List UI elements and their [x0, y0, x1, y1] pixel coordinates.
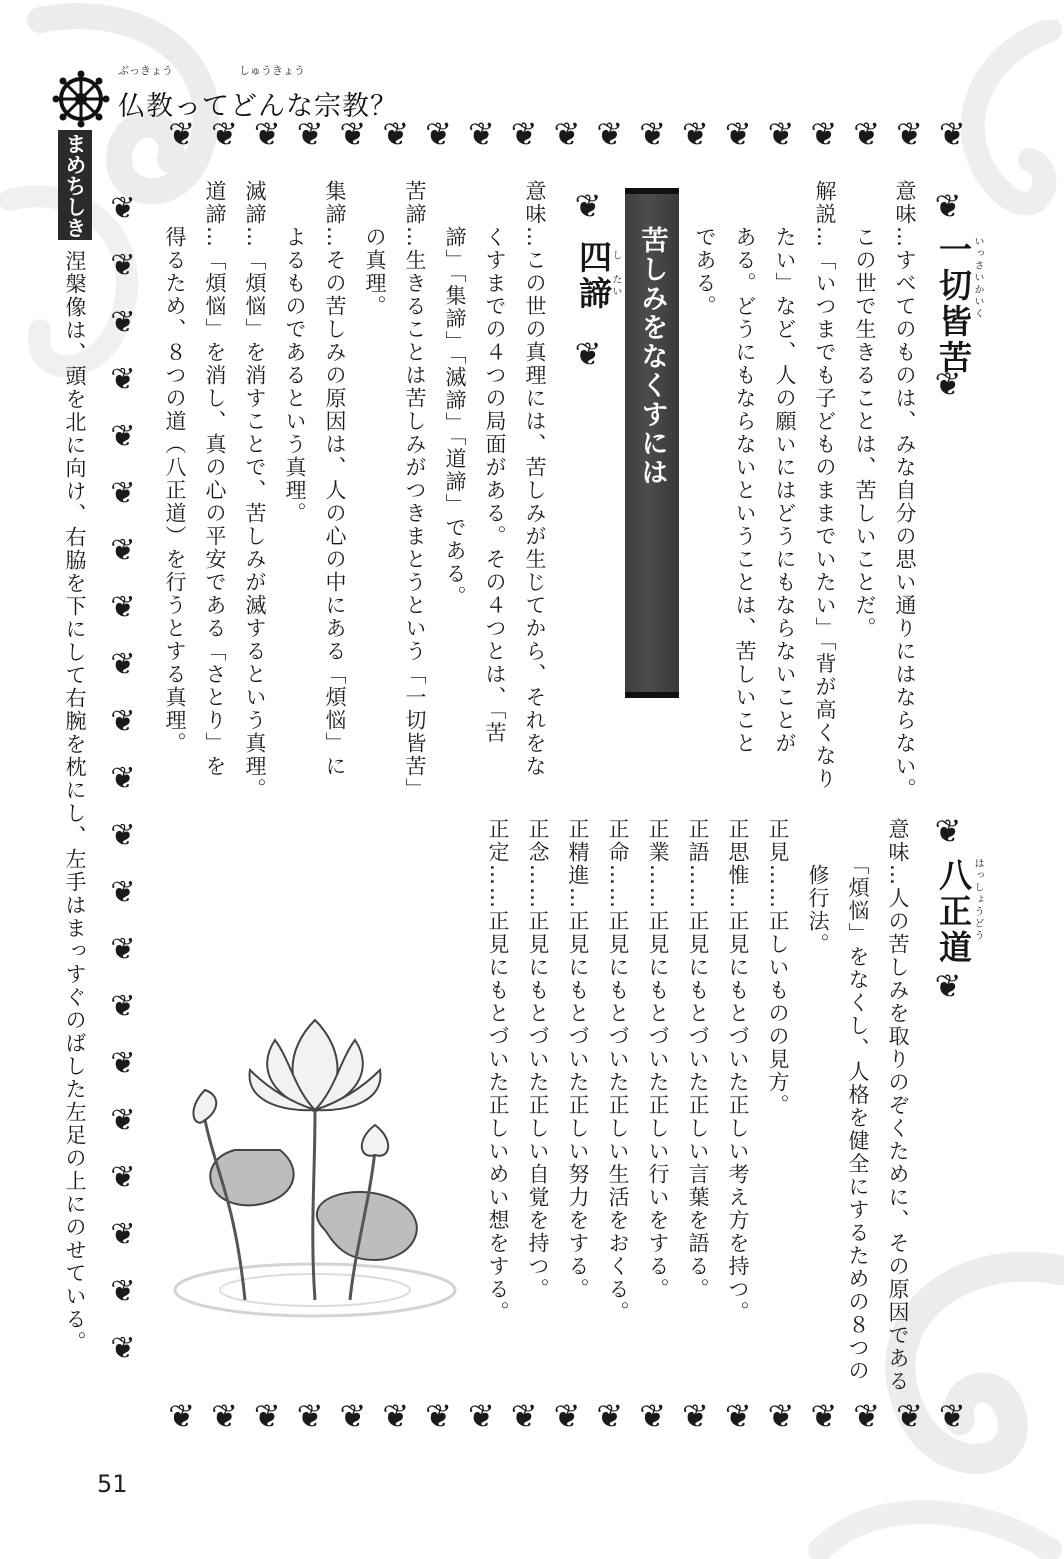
ornament-left-item: ❦ — [110, 533, 136, 568]
issaikaiku-body — [660, 180, 925, 800]
hasshodo-line-7: 正業……正見にもとづいた正しい行いをする。 — [646, 818, 670, 1301]
heading-issaikaiku: 一切皆苦 — [934, 232, 973, 376]
ornament-heading-3-top: ❦ — [934, 812, 962, 850]
ornament-left-item: ❦ — [110, 1331, 136, 1366]
ornament-left-item: ❦ — [110, 647, 136, 682]
page-number: 51 — [97, 1470, 128, 1498]
ornament-left-item: ❦ — [110, 476, 136, 511]
hasshodo-line-11: 正定……正見にもとづいた正しいめい想をする。 — [486, 818, 510, 1324]
ornament-left-item: ❦ — [110, 1046, 136, 1081]
ornament-left-item: ❦ — [110, 1217, 136, 1252]
ornament-left-item: ❦ — [110, 248, 136, 283]
hasshodo-body — [478, 818, 918, 1398]
lotus-illustration — [165, 1000, 465, 1320]
issaikaiku-line-3: 解説…「いつまでも子どものままでいたい」「背が高くなり — [813, 180, 837, 791]
mamechishiki-text: 涅槃像は、頭を北に向け、右脇を下にして右腕を枕にし、左手はまっすぐのばした左足の上にのせている。 — [63, 250, 87, 1354]
shitai-line-8: 滅諦…「煩悩」を消すことで、苦しみが滅するという真理。 — [243, 180, 267, 801]
ornament-left-item: ❦ — [110, 932, 136, 967]
hasshodo-line-6: 正語……正見にもとづいた正しい言葉を語る。 — [686, 818, 710, 1301]
hasshodo-line-2: 「煩悩」をなくし、人格を健全にするための８つの — [846, 818, 870, 1383]
hasshodo-line-8: 正命……正見にもとづいた正しい生活をおくる。 — [606, 818, 630, 1324]
ornament-left-item: ❦ — [110, 704, 136, 739]
shitai-line-5: の真理。 — [363, 180, 387, 318]
hasshodo-line-5: 正思惟…正見にもとづいた正しい考え方を持つ。 — [726, 818, 750, 1324]
issaikaiku-line-5: ある。どうにもならないということは、苦しいこと — [733, 180, 757, 755]
ornament-left-item: ❦ — [110, 989, 136, 1024]
ornament-left-item: ❦ — [110, 761, 136, 796]
header-ruby: ぶっきょう しゅうきょう — [118, 64, 305, 77]
hasshodo-line-3: 修行法。 — [806, 818, 830, 956]
hasshodo-line-10: 正念……正見にもとづいた正しい自覚を持つ。 — [526, 818, 550, 1301]
issaikaiku-line-4: たい」など、人の願いにはどうにもならないことが — [773, 180, 797, 755]
shitai-body — [160, 180, 555, 800]
ornament-left-item: ❦ — [110, 305, 136, 340]
mamechishiki-badge: まめちしき — [58, 130, 92, 240]
hasshodo-line-1: 意味…人の苦しみを取りのぞくために、その原因である — [886, 818, 910, 1393]
ornament-left-item: ❦ — [110, 419, 136, 454]
shitai-line-9: 道諦…「煩悩」を消し、真の心の平安である「さとり」を — [203, 180, 227, 778]
ornament-left-item: ❦ — [110, 818, 136, 853]
shitai-line-2: くすまでの４つの局面がある。その４つとは、「苦 — [483, 180, 507, 745]
ornament-left-item: ❦ — [110, 1274, 136, 1309]
shitai-line-7: よるものであるという真理。 — [283, 180, 307, 525]
heading-hasshodo: 八正道 — [934, 858, 973, 966]
ornament-left-item: ❦ — [110, 1103, 136, 1138]
heading-shitai: 四諦 — [574, 240, 613, 312]
ornament-left-item: ❦ — [110, 590, 136, 625]
page-header-title: 仏教ってどんな宗教？ — [118, 91, 398, 122]
ornament-row-top: ❦❦❦❦❦❦❦❦❦❦❦❦❦❦❦❦❦❦❦ — [168, 115, 982, 153]
ornament-heading-1-bottom: ❦ — [934, 365, 962, 403]
shitai-line-3: 諦」「集諦」「滅諦」「道諦」である。 — [443, 180, 467, 609]
ruby-hasshodo: はっしょうどう — [972, 858, 983, 942]
ornament-left-item: ❦ — [110, 191, 136, 226]
issaikaiku-line-6: である。 — [693, 180, 717, 318]
banner-label: 苦しみをなくすには — [636, 226, 668, 487]
ornament-heading-1-top: ❦ — [934, 187, 962, 225]
shitai-line-10: 得るため、８つの道（八正道）を行うとする真理。 — [163, 180, 187, 755]
issaikaiku-line-2: この世で生きることは、苦しいことだ。 — [853, 180, 877, 640]
ornament-left-item: ❦ — [110, 875, 136, 910]
issaikaiku-line-1: 意味…すべてのものは、みな自分の思い通りにはならない。 — [893, 180, 917, 801]
ornament-left-item: ❦ — [110, 1160, 136, 1195]
ruby-issaikaiku: いっさいかいく — [972, 236, 983, 320]
hasshodo-line-9: 正精進…正見にもとづいた正しい努力をする。 — [566, 818, 590, 1301]
ornament-left-item: ❦ — [110, 362, 136, 397]
ornament-heading-3-bottom: ❦ — [934, 967, 962, 1005]
shitai-line-1: 意味…この世の真理には、苦しみが生じてから、それをな — [523, 180, 547, 778]
ornament-heading-2-bottom: ❦ — [574, 335, 602, 373]
ornament-column-left — [103, 180, 143, 1400]
shitai-line-4: 苦諦…生きることは苦しみがつきまとうという「一切皆苦」 — [403, 180, 427, 801]
shitai-line-6: 集諦…その苦しみの原因は、人の心の中にある「煩悩」に — [323, 180, 347, 778]
ornament-heading-2-top: ❦ — [574, 187, 602, 225]
ruby-shitai: し たい — [610, 250, 621, 298]
hasshodo-line-4: 正見……正しいものの見方。 — [766, 818, 790, 1117]
ornament-row-bottom: ❦❦❦❦❦❦❦❦❦❦❦❦❦❦❦❦❦❦❦ — [168, 1397, 982, 1435]
